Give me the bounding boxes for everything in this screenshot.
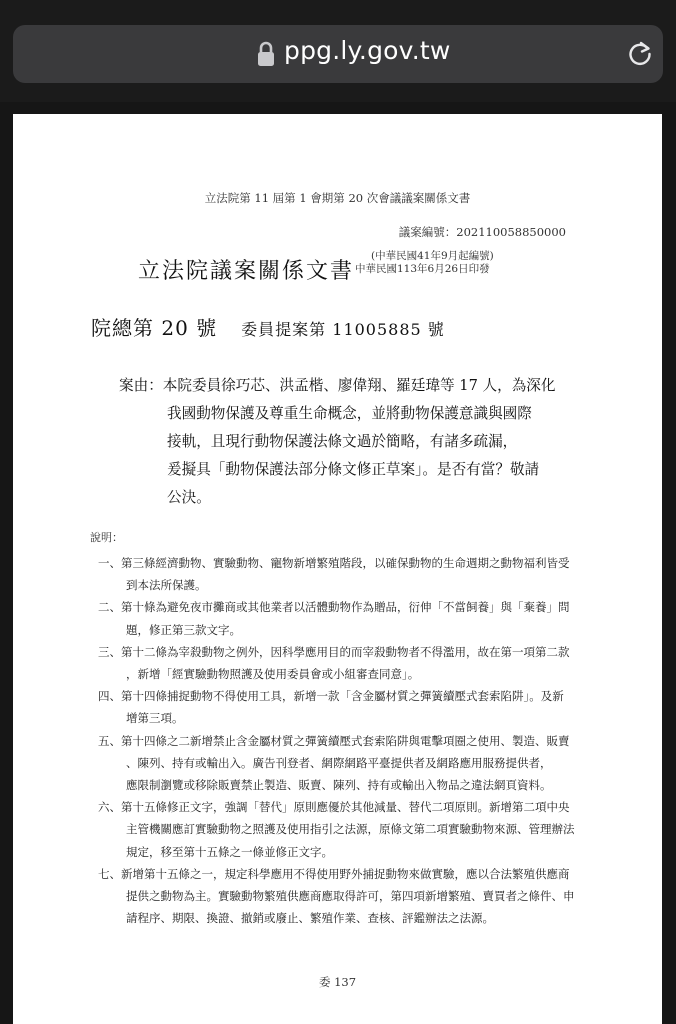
reason-line: 爰擬具「動物保護法部分條文修正草案」。是否有當？敬請 [167,461,540,478]
item-line: 請程序、期限、換證、撤銷或廢止、繁殖作業、查核、評鑑辦法之法源。 [126,911,494,926]
item-line: 六、第十五條修正文字，強調「替代」原則應優於其他減量、替代二項原則。新增第二項中央 [98,800,570,815]
address-bar[interactable] [13,25,663,83]
item-line: 、陳列、持有或輸出入。廣告刊登者、網際網路平臺提供者及網路應用服務提供者， [126,755,552,770]
explanation-item [98,730,598,797]
browser-top-bar [0,0,676,102]
reason-line: 接軌，且現行動物保護法條文過於簡略，有諸多疏漏， [167,433,518,450]
bill-number: 議案編號：202110058850000 [398,225,566,239]
document-title: 立法院議案關係文書 [138,259,355,284]
page-footer: 委 137 [318,975,357,989]
item-line: 四、第十四條捕捉動物不得使用工具，新增一款「含金屬材質之彈簧續壓式套索陷阱」。及新 [98,689,564,704]
item-line: 到本法所保護。 [126,578,207,593]
reload-icon[interactable] [625,38,655,68]
item-line: 二、第十條為避免夜市攤商或其他業者以活體動物作為贈品，衍伸「不當飼養」與「棄養」問 [98,600,570,615]
item-line: 主管機關應訂實驗動物之照護及使用指引之法源，原條文第二項實驗動物來源、管理辦法 [126,822,575,837]
item-line: 規定，移至第十五條之一條並修正文字。 [126,844,333,859]
explanation-item [98,552,598,596]
item-line: ，新增「經實驗動物照護及使用委員會或小組審查同意」。 [126,667,420,682]
document-page [13,114,662,1024]
explanation-item [98,596,598,640]
explanation-item [98,641,598,685]
explanation-item [98,863,598,930]
item-line: 一、第三條經濟動物、實驗動物、寵物新增繁殖階段，以確保動物的生命週期之動物福利皆受 [98,556,570,570]
explanation-item [98,796,598,863]
item-line: 提供之動物為主。實驗動物繁殖供應商應取得許可，第四項新增繁殖、賣買者之條件、申 [126,889,575,904]
case-number [91,312,445,341]
lock-icon [257,41,275,67]
session-header: 立法院第 11 屆第 1 會期第 20 次會議議案關係文書 [204,191,471,205]
item-line: 題，修正第三款文字。 [126,622,241,637]
reason-line: 案由：本院委員徐巧芯、洪孟楷、廖偉翔、羅廷瑋等 17 人，為深化 [119,377,556,394]
item-line: 三、第十二條為宰殺動物之例外，因科學應用目的而宰殺動物者不得濫用，故在第一項第二款 [98,644,570,659]
item-line: 增第三項。 [126,711,184,726]
explanation-label: 說明： [90,531,123,544]
case-sub: 委員提案第 11005885 號 [241,320,445,339]
item-line: 五、第十四條之二新增禁止含金屬材質之彈簧續壓式套索陷阱與電擊項圈之使用、製造、販賣 [98,733,570,748]
reason-line: 我國動物保護及尊重生命概念，並將動物保護意識與國際 [167,405,532,422]
url-text[interactable]: ppg.ly.gov.tw [284,36,451,65]
explanation-list [98,552,598,929]
explanation-item [98,685,598,729]
meta-numbering: (中華民國41年9月起編號) [371,250,494,262]
item-line: 七、新增第十五條之一，規定科學應用不得使用野外捕捉動物來做實驗，應以合法繁殖供應商 [98,866,570,881]
document-meta [355,250,494,276]
case-main: 院總第 20 號 [91,316,218,340]
reason-line: 公決。 [167,489,211,506]
meta-print-date: 中華民國113年6月26日印發 [355,263,490,275]
item-line: 應限制瀏覽或移除販賣禁止製造、販賣、陳列、持有或輸出入物品之違法網頁資料。 [126,778,552,793]
case-reason [119,372,589,512]
